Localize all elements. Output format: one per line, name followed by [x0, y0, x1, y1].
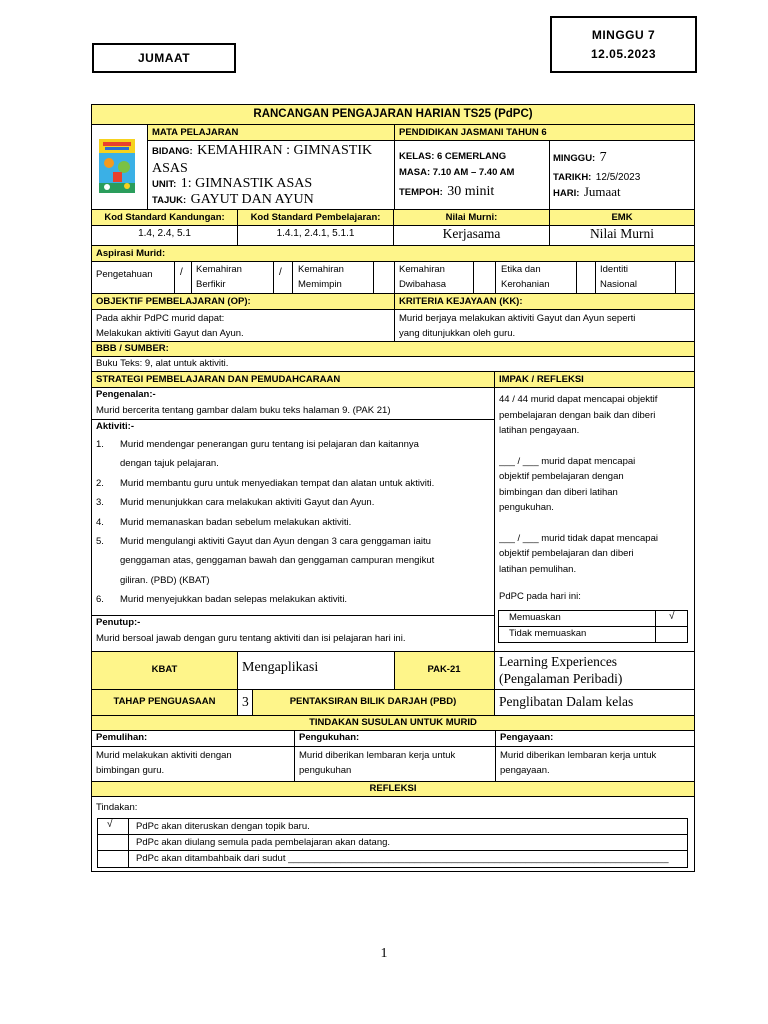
aspirasi-mark-2: / — [279, 267, 282, 278]
unit-value: 1: GIMNASTIK ASAS — [180, 176, 313, 191]
bidang-value: KEMAHIRAN : GIMNASTIK ASAS — [152, 143, 373, 176]
day-box — [92, 43, 236, 73]
refleksi-row-3: PdPc akan ditambahbaik dari sudut ________________________________________________________________________ — [136, 853, 669, 864]
bbb-value: Buku Teks: 9, alat untuk aktiviti. — [96, 358, 229, 369]
tahap-value: 3 — [242, 694, 249, 709]
pemulihan-text: Murid melakukan aktiviti dengan bimbingan guru. — [96, 750, 232, 776]
bbb-label: BBB / SUMBER: — [96, 343, 169, 354]
refleksi-row-1: PdPc akan diteruskan dengan topik baru. — [136, 821, 310, 832]
pdpc-memuaskan: Memuaskan — [509, 612, 561, 623]
kriteria-label: KRITERIA KEJAYAAN (KK): — [399, 296, 523, 307]
pak21-label: PAK-21 — [427, 664, 461, 675]
pdpc-memuaskan-check: √ — [669, 611, 675, 622]
aktiviti-item: 6. Murid menyejukkan badan selepas melakukan aktiviti. — [96, 594, 348, 606]
aspirasi-pengetahuan: Pengetahuan — [96, 269, 153, 280]
objektif-text: Pada akhir PdPC murid dapat: Melakukan aktiviti Gayut dan Ayun. — [96, 313, 244, 339]
pengukuhan-head: Pengukuhan: — [299, 732, 360, 743]
pdpc-tidak-memuaskan: Tidak memuaskan — [509, 628, 587, 639]
aspirasi-identiti: Identiti Nasional — [600, 264, 637, 290]
std-pembelajaran-value: 1.4.1, 2.4.1, 5.1.1 — [276, 228, 355, 239]
nilai-murni-value: Kerjasama — [442, 226, 501, 241]
week-label: MINGGU 7 — [591, 27, 656, 42]
aktiviti-item: 3. Murid menunjukkan cara melakukan aktiviti Gayut dan Ayun. — [96, 497, 375, 509]
bidang-line: BIDANG: KEMAHIRAN : GIMNASTIK ASAS — [152, 143, 373, 176]
penutup-text: Murid bersoal jawab dengan guru tentang aktiviti dan isi pelajaran hari ini. — [96, 633, 406, 644]
unit-line: UNIT: 1: GIMNASTIK ASAS — [152, 176, 313, 191]
kbat-label: KBAT — [151, 664, 178, 675]
tindakan-susulan-label: TINDAKAN SUSULAN UNTUK MURID — [92, 716, 694, 730]
minggu-line: MINGGU: 7 — [553, 150, 607, 165]
week-box — [550, 16, 697, 73]
minggu-value: 7 — [599, 150, 607, 165]
subject-value: PENDIDIKAN JASMANI TAHUN 6 — [399, 127, 547, 138]
tindakan-label: Tindakan: — [96, 802, 138, 813]
penutup-label: Penutup:- — [96, 617, 141, 628]
date-label: 12.05.2023 — [590, 46, 657, 61]
tempoh-value: 30 minit — [447, 184, 495, 199]
aktiviti-item: 5. Murid mengulangi aktiviti Gayut dan Ayun dengan 3 cara genggaman iaitu — [96, 536, 431, 548]
tajuk-line: TAJUK: GAYUT DAN AYUN — [152, 192, 314, 207]
plan-title: RANCANGAN PENGAJARAN HARIAN TS25 (PdPC) — [92, 105, 694, 124]
impak-label: IMPAK / REFLEKSI — [499, 374, 584, 385]
refleksi-table — [97, 818, 688, 868]
pengayaan-head: Pengayaan: — [500, 732, 554, 743]
refleksi-label: REFLEKSI — [92, 782, 694, 796]
impak-text: 44 / 44 murid dapat mencapai objektif pembelajaran dengan baik dan diberi latihan pengayaan. ___ / ___ murid dapat mencapai objektif pembelajaran dengan bimbingan dan diberi latihan pengukuhan. ___ / ___ murid tidak dapat mencapai objektif pembelajaran dan diberi latihan pemulihan. PdPC pada hari ini: — [499, 394, 658, 602]
pbd-label: PENTAKSIRAN BILIK DARJAH (PBD) — [289, 696, 457, 707]
aktiviti-item: 2. Murid membantu guru untuk menyediakan tempat dan alatan untuk aktiviti. — [96, 477, 435, 489]
pdpc-status-table — [498, 610, 688, 643]
page-number: 1 — [380, 946, 388, 961]
tempoh-line: TEMPOH: 30 minit — [399, 184, 495, 199]
strategi-label: STRATEGI PEMBELAJARAN DAN PEMUDAHCARAAN — [96, 374, 341, 385]
pengenalan-label: Pengenalan:- — [96, 389, 156, 400]
aktiviti-item: 4. Murid memanaskan badan sebelum melakukan aktiviti. — [96, 516, 352, 528]
refleksi-row-2: PdPc akan diulang semula pada pembelajaran akan datang. — [136, 837, 391, 848]
objektif-label: OBJEKTIF PEMBELAJARAN (OP): — [96, 296, 251, 307]
aspirasi-etika: Etika dan Kerohanian — [501, 264, 550, 290]
tarikh-value: 12/5/2023 — [595, 172, 641, 183]
std-kandungan-value: 1.4, 2.4, 5.1 — [138, 228, 191, 239]
aktiviti-item: 1. Murid mendengar penerangan guru tentang isi pelajaran dan kaitannya — [96, 439, 419, 450]
tarikh-line: TARIKH: 12/5/2023 — [553, 172, 641, 183]
emk-header: EMK — [611, 212, 633, 223]
kriteria-text: Murid berjaya melakukan aktiviti Gayut dan Ayun seperti yang ditunjukkan oleh guru. — [399, 313, 636, 339]
refleksi-check-1: √ — [107, 819, 113, 830]
textbook-cover-image — [99, 139, 135, 193]
pbd-value: Penglibatan Dalam kelas — [499, 694, 634, 709]
pengayaan-text: Murid diberikan lembaran kerja untuk pengayaan. — [500, 750, 657, 776]
aspirasi-dwibahasa: Kemahiran Dwibahasa — [399, 264, 446, 290]
hari-value: Jumaat — [583, 184, 621, 199]
aspirasi-label: Aspirasi Murid: — [96, 248, 166, 259]
aspirasi-berfikir: Kemahiran Berfikir — [196, 264, 242, 290]
tahap-label: TAHAP PENGUASAAN — [113, 696, 216, 707]
masa-text: MASA: 7.10 AM – 7.40 AM — [399, 167, 515, 178]
kelas-text: KELAS: 6 CEMERLANG — [399, 151, 507, 162]
aspirasi-mark-1: / — [180, 267, 183, 278]
aktiviti-list: 1. Murid mendengar penerangan guru tentang isi pelajaran dan kaitannya dengan tajuk pelajaran. 2. Murid membantu guru untuk menyediakan tempat dan alatan untuk aktiviti. 3. Murid menunjukkan cara melakukan aktiviti Gayut dan Ayun. 4. Murid memanaskan badan sebelum melakukan aktiviti. 5. Murid mengulangi aktiviti Gayut dan Ayun dengan 3 cara genggaman iaitu genggaman atas, genggaman bawah dan genggaman campuran mengikut giliran. (PBD) (KBAT) 6. Murid menyejukkan badan selepas melakukan aktiviti. — [96, 435, 492, 610]
tajuk-value: GAYUT DAN AYUN — [190, 192, 314, 207]
kbat-value: Mengaplikasi — [242, 660, 319, 675]
aspirasi-memimpin: Kemahiran Memimpin — [298, 264, 344, 290]
pemulihan-head: Pemulihan: — [96, 732, 148, 743]
std-kandungan-header: Kod Standard Kandungan: — [104, 212, 225, 223]
emk-value: Nilai Murni — [589, 226, 655, 241]
hari-line: HARI: Jumaat — [553, 184, 621, 199]
lesson-plan-table — [91, 104, 695, 872]
day-label: JUMAAT — [137, 51, 191, 65]
subject-label: MATA PELAJARAN — [152, 127, 239, 138]
pengukuhan-text: Murid diberikan lembaran kerja untuk pengukuhan — [299, 750, 456, 776]
aktiviti-label: Aktiviti:- — [96, 421, 134, 432]
std-pembelajaran-header: Kod Standard Pembelajaran: — [250, 212, 381, 223]
pak21-value: Learning Experiences (Pengalaman Peribadi) — [499, 654, 623, 686]
pengenalan-text: Murid bercerita tentang gambar dalam buku teks halaman 9. (PAK 21) — [96, 405, 391, 416]
nilai-murni-header: Nilai Murni: — [445, 212, 498, 223]
